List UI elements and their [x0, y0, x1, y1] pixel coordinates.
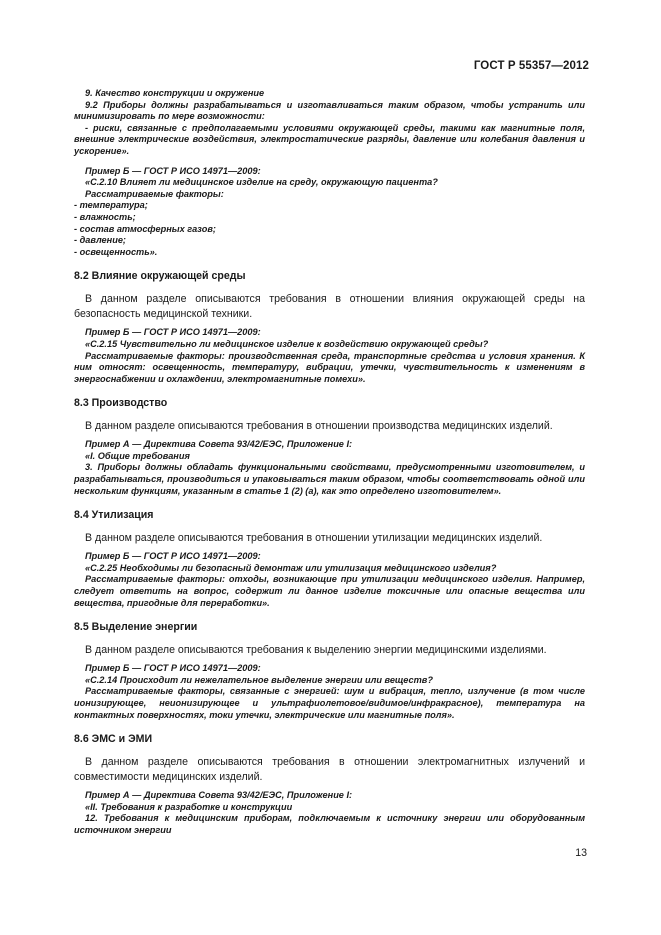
section-heading: 8.5 Выделение энергии: [74, 621, 198, 634]
section-paragraph: В данном разделе описываются требования в отношении влияния окружающей среды на безопасность медицинской техники.: [74, 293, 585, 321]
document-id-header: ГОСТ Р 55357—2012: [473, 60, 589, 72]
section-8-2: [74, 270, 585, 385]
section-heading: 8.4 Утилизация: [74, 509, 154, 522]
section-8-6: [74, 733, 585, 836]
example-line: «С.2.10 Влияет ли медицинское изделие на среду, окружающую пациента?: [85, 177, 438, 188]
section-heading: 8.3 Производство: [74, 397, 168, 410]
example-list-item: - температура;: [74, 200, 148, 211]
example-title: Пример Б — ГОСТ Р ИСО 14971—2009:: [85, 165, 261, 176]
example-line: 12. Требования к медицинским приборам, подключаемым к источнику энергии или оборудованным источником энергии: [74, 813, 585, 835]
example-list-item: - влажность;: [74, 211, 136, 222]
section-8-3: [74, 397, 585, 497]
page-number: 13: [575, 847, 587, 859]
intro-line: - риски, связанные с предполагаемыми условиями окружающей среды, такими как магнитные поля, внешние электрические воздействия, электростатические разряды, давление или колебания давления и ускорение».: [74, 122, 585, 156]
example-title: Пример Б — ГОСТ Р ИСО 14971—2009:: [85, 663, 261, 674]
intro-quote: [74, 88, 585, 158]
intro-example-b: [74, 166, 585, 259]
section-heading: 8.6 ЭМС и ЭМИ: [74, 733, 153, 746]
section-paragraph: В данном разделе описываются требования в отношении производства медицинских изделий.: [85, 420, 553, 433]
section-paragraph: В данном разделе описываются требования в отношении электромагнитных излучений и совместимости медицинских изделий.: [74, 756, 585, 784]
example-title: Пример Б — ГОСТ Р ИСО 14971—2009:: [85, 327, 261, 338]
intro-line: 9. Качество конструкции и окружение: [85, 88, 265, 98]
example-line: Рассматриваемые факторы: производственная среда, транспортные средства и условия хранения. К ним относят: освещенность, температуру, вибрации, утечки, чувствительность к изменениям в энергоснабжении и охлаждении, электромагнитные помехи».: [74, 350, 585, 384]
example-line: Рассматриваемые факторы, связанные с энергией: шум и вибрация, тепло, излучение (в том числе ионизирующее, неионизирующее и ультрафиолетовое/видимое/инфракрасное), температура на контактных поверхностях, токи утечки, электрические или магнитные поля».: [74, 686, 585, 720]
example-line: «I. Общие требования: [85, 450, 190, 461]
section-8-5: [74, 621, 585, 721]
example-list-item: - состав атмосферных газов;: [74, 223, 216, 234]
example-list-item: - давление;: [74, 235, 126, 246]
example-line: 3. Приборы должны обладать функциональными свойствами, предусмотренными изготовителем, и разрабатываться, производиться и упаковываться таким образом, чтобы соответствовать одной или нескольким функциям, указанным в статье 1 (2) (а), как это определено изготовителем».: [74, 462, 585, 496]
example-line: Рассматриваемые факторы: отходы, возникающие при утилизации медицинского изделия. Например, следует ответить на вопрос, содержит ли данное изделие токсичные или опасные вещества или вещества, пригодные для переработки».: [74, 574, 585, 608]
example-list-item: - освещенность».: [74, 246, 158, 257]
example-title: Пример А — Директива Совета 93/42/ЕЭС, Приложение I:: [85, 439, 353, 450]
section-paragraph: В данном разделе описываются требования к выделению энергии медицинскими изделиями.: [85, 644, 547, 657]
example-title: Пример Б — ГОСТ Р ИСО 14971—2009:: [85, 551, 261, 562]
section-heading: 8.2 Влияние окружающей среды: [74, 270, 246, 283]
example-line: «II. Требования к разработке и конструкции: [85, 801, 293, 812]
intro-line: 9.2 Приборы должны разрабатываться и изготавливаться таким образом, чтобы устранить или минимизировать по мере возможности:: [74, 99, 585, 122]
example-line: Рассматриваемые факторы:: [85, 188, 224, 199]
example-title: Пример А — Директива Совета 93/42/ЕЭС, Приложение I:: [85, 790, 353, 801]
example-line: «С.2.25 Необходимы ли безопасный демонтаж или утилизация медицинского изделия?: [85, 562, 497, 573]
page-content: [74, 88, 585, 837]
section-8-4: [74, 509, 585, 609]
example-line: «С.2.14 Происходит ли нежелательное выделение энергии или веществ?: [85, 674, 433, 685]
example-line: «С.2.15 Чувствительно ли медицинское изделие к воздействию окружающей среды?: [85, 338, 489, 349]
section-paragraph: В данном разделе описываются требования в отношении утилизации медицинских изделий.: [85, 532, 543, 545]
